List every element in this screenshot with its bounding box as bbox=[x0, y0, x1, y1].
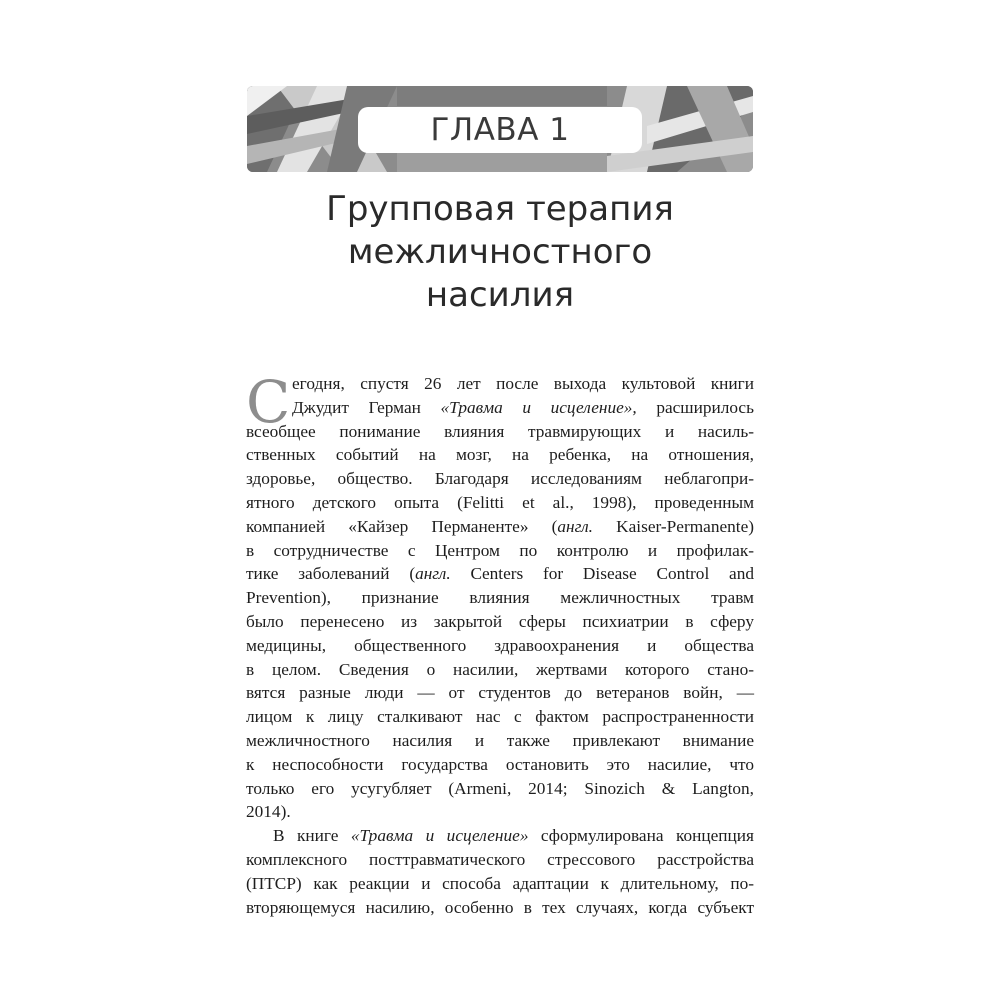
text-line: медицины, общественного здравоохранения и общества bbox=[246, 635, 754, 655]
text-line: ятного детского опыта (Felitti et al., 1998), проведенным bbox=[246, 492, 754, 512]
text-line: было перенесено из закрытой сферы психиатрии в сферу bbox=[246, 611, 754, 631]
text-line: егодня, спустя 26 лет после выхода культовой книги bbox=[292, 374, 754, 393]
text-line: вятся разные люди — от студентов до ветеранов войн, — bbox=[246, 683, 754, 703]
text-line: В книге «Травма и исцеление» сформулирована концепция bbox=[273, 826, 754, 846]
text-line: вторяющемуся насилию, особенно в тех случаях, когда субъект bbox=[246, 897, 754, 917]
chapter-banner bbox=[247, 86, 753, 172]
text-line: тике заболеваний (англ. Centers for Disease Control and bbox=[246, 564, 754, 584]
chapter-label: ГЛАВА 1 bbox=[358, 107, 642, 153]
text-line: в целом. Сведения о насилии, жертвами которого стано- bbox=[246, 659, 754, 679]
text-line: Джудит Герман «Травма и исцеление», расширилось bbox=[292, 397, 754, 417]
text-line: (ПТСР) как реакции и способа адаптации к длительному, по- bbox=[246, 873, 754, 893]
text-line: в сотрудничестве с Центром по контролю и профилак- bbox=[246, 540, 754, 560]
text-line: компанией «Кайзер Перманенте» (англ. Kaiser-Permanente) bbox=[246, 516, 754, 536]
text-line: здоровье, общество. Благодаря исследованиям неблагопри- bbox=[246, 469, 754, 489]
text-line: Prevention), признание влияния межличностных травм bbox=[246, 588, 754, 608]
text-line: всеобщее понимание влияния травмирующих и насиль- bbox=[246, 421, 754, 441]
drop-cap: С bbox=[246, 368, 291, 436]
text-line: комплексного посттравматического стрессового расстройства bbox=[246, 849, 754, 869]
text-line: к неспособности государства остановить это насилие, что bbox=[246, 754, 754, 774]
chapter-title bbox=[200, 188, 800, 317]
text-line: только его усугубляет (Armeni, 2014; Sinozich & Langton, bbox=[246, 778, 754, 798]
text-line: 2014). bbox=[246, 802, 291, 822]
title-line-1: Групповая терапия bbox=[326, 189, 674, 229]
text-line: межличностного насилия и также привлекают внимание bbox=[246, 730, 754, 750]
body-text bbox=[246, 368, 754, 919]
text-line: лицом к лицу сталкивают нас с фактом распространенности bbox=[246, 707, 754, 727]
title-line-2: межличностного bbox=[347, 232, 653, 272]
title-line-3: насилия bbox=[425, 275, 575, 315]
text-line: ственных событий на мозг, на ребенка, на отношения, bbox=[246, 445, 754, 465]
